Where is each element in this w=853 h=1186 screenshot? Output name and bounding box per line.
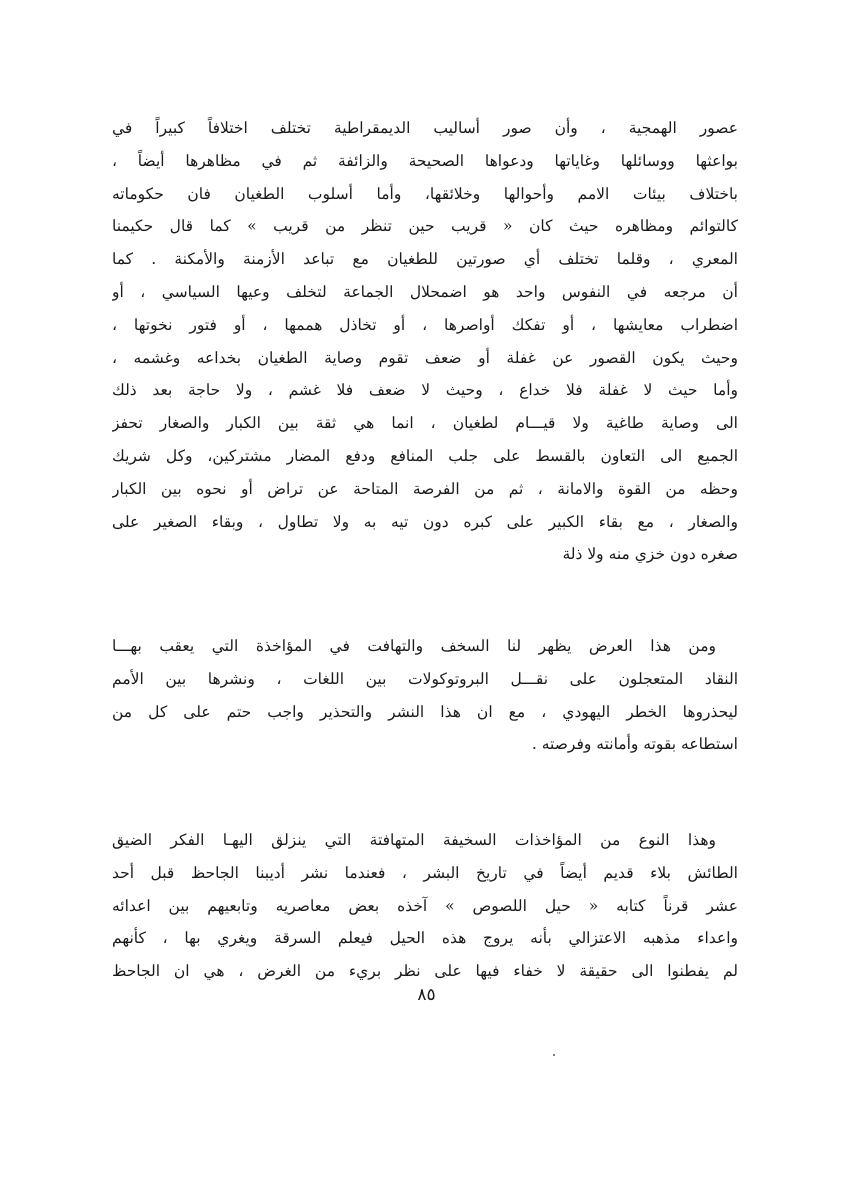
paragraph-3 (112, 824, 738, 988)
text-line: الطائش بلاء قديم أيضاً في تاريخ البشر ، فعندما نشر أديبنا الجاحظ قبل أحد (112, 863, 738, 882)
text-line: وحيث يكون القصور عن غفلة أو ضعف تقوم وصاية الطغيان بخداعه وغشمه ، (112, 348, 738, 367)
text-line: والصغار ، مع بقاء الكبير على كبره دون تيه به ولا تطاول ، وبقاء الصغير على (112, 512, 738, 531)
text-line: كالتوائم ومظاهره حيث كان « قريب حين تنظر من قريب » كما قال حكيمنا (112, 217, 738, 236)
text-line: عشر قرناً كتابه « حيل اللصوص » آخذه بعض معاصريه وتابعيهم بين اعدائه (112, 896, 738, 915)
page-number: ٨٥ (417, 985, 436, 1005)
text-line: الى وصاية طاغية ولا قيـــام لطغيان ، انما هي ثقة بين الكبار والصغار تحفز (112, 414, 738, 433)
text-line: وحظه من القوة والامانة ، ثم من الفرصة المتاحة عن تراض أو نحوه بين الكبار (112, 479, 738, 498)
text-line: واعداء مذهبه الاعتزالي بأنه يروج هذه الحيل فيعلم السرقة ويغري بها ، كأنهم (112, 929, 738, 948)
text-line: لم يفطنوا الى حقيقة لا خفاء فيها على نظر بريء من الغرض ، هي ان الجاحظ (112, 962, 738, 981)
text-line: بواعثها ووسائلها وغاياتها ودعواها الصحيحة والزائفة ثم في مظاهرها أيضاً ، (112, 151, 738, 170)
paragraph-2 (112, 630, 738, 761)
text-line: الجميع الى التعاون بالقسط على جلب المنافع ودفع المضار مشتركين، وكل شريك (112, 446, 738, 465)
text-line: استطاعه بقوته وأمانته وفرصته . (531, 735, 738, 754)
text-line: ليحذروها الخطر اليهودي ، مع ان هذا النشر والتحذير واجب حتم على كل من (112, 702, 738, 721)
text-line: عصور الهمجية ، وأن صور أساليب الديمقراطية تختلف اختلافاً كبيراً في (112, 119, 738, 137)
text-line: المعري ، وقلما تختلف أي صورتين للطغيان مع تباعد الأزمنة والأمكنة . كما (112, 250, 738, 269)
text-line: أن مرجعه في النفوس واحد هو اضمحلال الجماعة لتخلف وعيها السياسي ، أو (112, 282, 738, 301)
text-line: صغره دون خزي منه ولا ذلة (562, 545, 738, 564)
paragraph-1 (112, 112, 738, 571)
text-line: وأما حيث لا غفلة فلا خداع ، وحيث لا ضعف فلا غشم ، ولا حاجة بعد ذلك (112, 381, 738, 400)
scan-speck (553, 1054, 555, 1056)
text-line: اضطراب معايشها ، أو تفكك أواصرها ، أو تخاذل هممها ، أو فتور نخوتها ، (112, 315, 738, 334)
text-line: باختلاف بيئات الامم وأحوالها وخلائقها، وأما أسلوب الطغيان فان حكوماته (112, 184, 738, 203)
text-line: ومن هذا العرض يظهر لنا السخف والتهافت في المؤاخذة التي يعقب بهـــا (112, 637, 716, 655)
text-line: النقاد المتعجلون على نقـــل البروتوكولات بين اللغات ، ونشرها بين الأمم (112, 669, 738, 688)
text-line: وهذا النوع من المؤاخذات السخيفة المتهافتة التي ينزلق اليهـا الفكر الضيق (112, 831, 716, 849)
